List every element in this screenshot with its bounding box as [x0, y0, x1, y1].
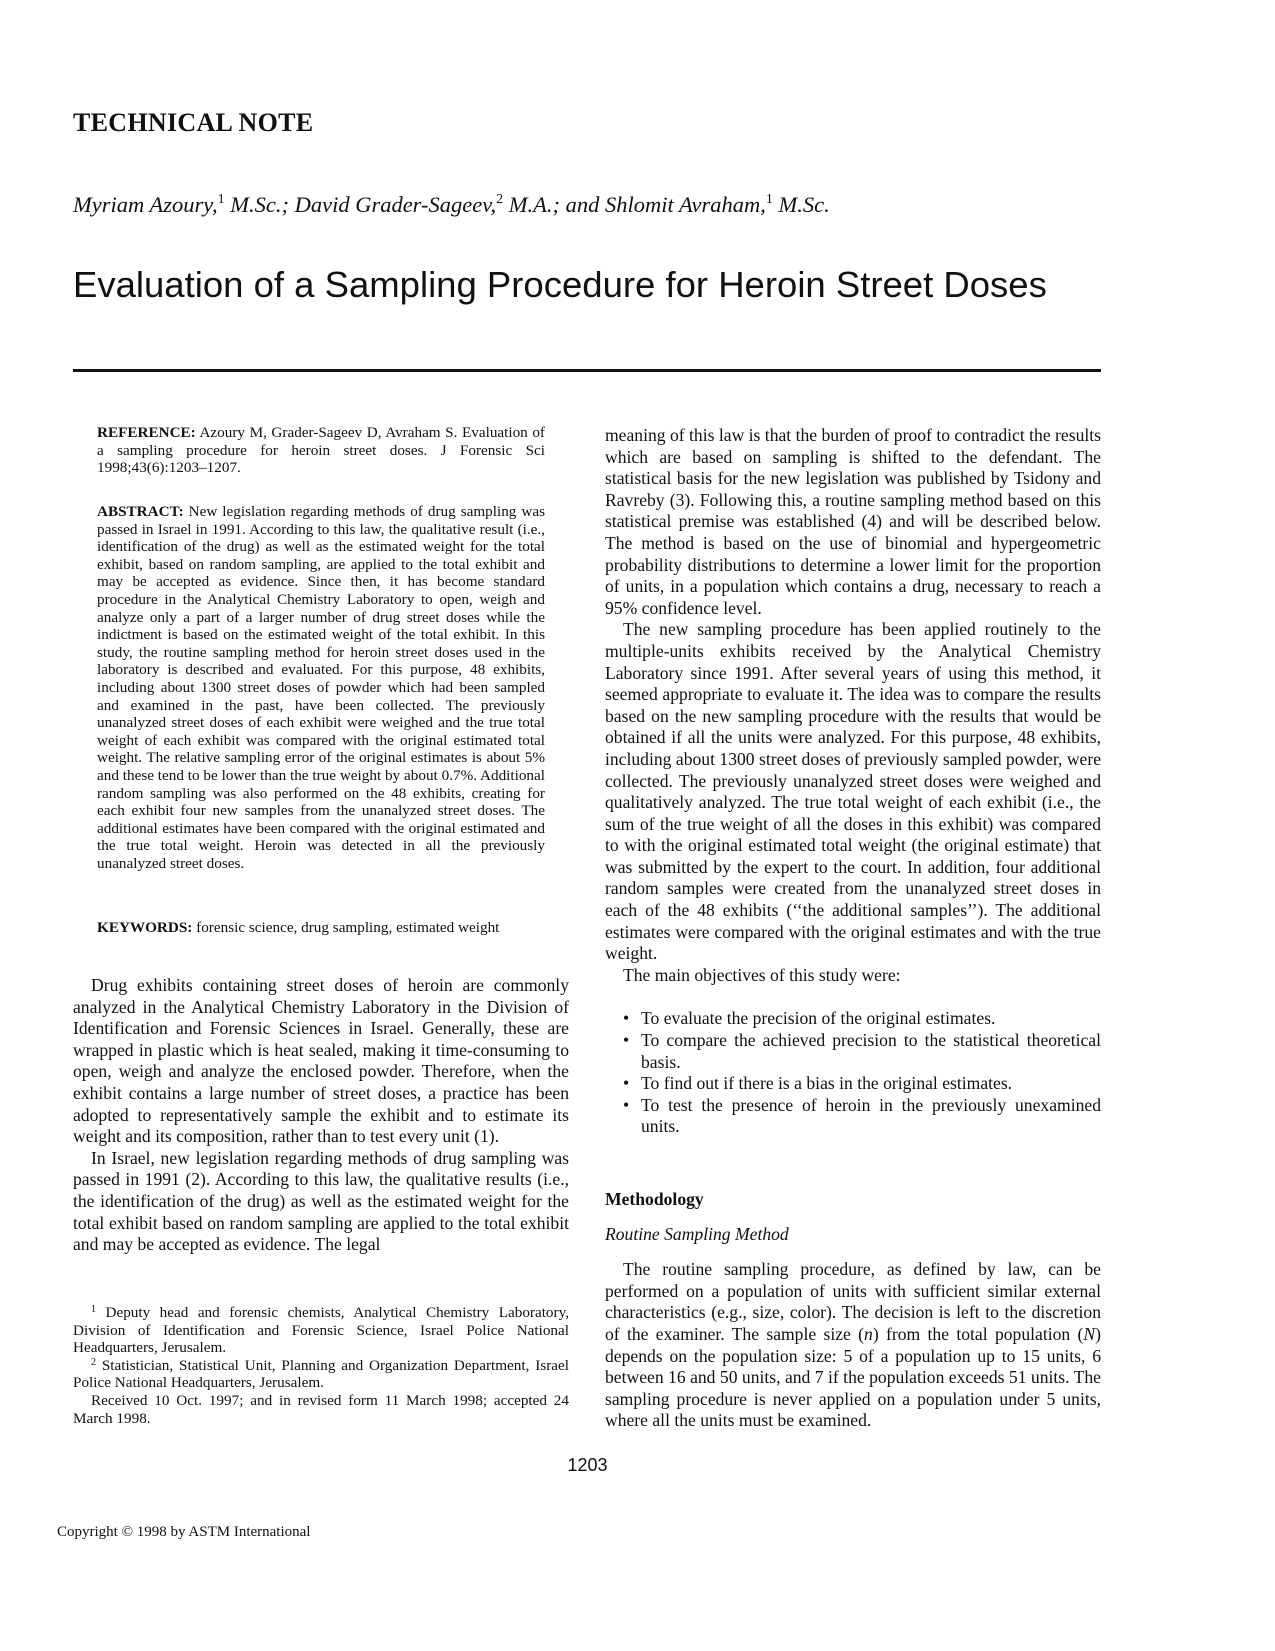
- author-name: Shlomit Avraham,: [605, 192, 766, 217]
- variable-N: N: [1083, 1323, 1096, 1344]
- objectives-list: [605, 1008, 1101, 1138]
- page-number: 1203: [567, 1455, 608, 1475]
- author-list: [73, 192, 830, 218]
- footnote: [73, 1304, 569, 1357]
- affiliation-marker: 1: [765, 192, 773, 207]
- paper-title: Evaluation of a Sampling Procedure for Heroin Street Doses: [73, 264, 1047, 305]
- text-run: ) depends on the population size: 5 of a population up to 15 units, 6 between 16 and 50 units, and 7 if the population exceeds 51 units. The sampling procedure is never applied on a population under 5 units, where all the units must be examined.: [605, 1323, 1101, 1431]
- list-item: • To evaluate the precision of the original estimates.: [641, 1008, 1101, 1030]
- right-column: [605, 425, 1101, 1432]
- body-paragraph: The main objectives of this study were:: [623, 964, 901, 985]
- title-divider: [73, 369, 1101, 372]
- list-item: • To find out if there is a bias in the original estimates.: [641, 1073, 1101, 1095]
- received-dates: Received 10 Oct. 1997; and in revised form 11 March 1998; accepted 24 March 1998.: [73, 1391, 569, 1427]
- section-heading: Methodology: [605, 1189, 704, 1209]
- keywords-label: KEYWORDS:: [97, 919, 193, 936]
- affiliation-marker: 1: [217, 192, 225, 207]
- variable-n: n: [864, 1323, 873, 1344]
- author-name: David Grader-Sageev,: [294, 192, 497, 217]
- list-item: • To compare the achieved precision to the statistical theoretical basis.: [641, 1030, 1101, 1073]
- body-paragraph: meaning of this law is that the burden of proof to contradict the results which are based on sampling is shifted to the defendant. The statistical basis for the new legislation was published by Tsidony and Ravreby (3). Following this, a routine sampling method based on this statistical premise was established (4) and will be described below. The method is based on the use of binomial and hypergeometric probability distributions to determine a lower limit for the proportion of units, in a population which contains a drug, necessary to reach a 95% confidence level.: [605, 425, 1101, 618]
- keywords-block: [97, 919, 545, 937]
- body-paragraph: Drug exhibits containing street doses of heroin are commonly analyzed in the Analytical Chemistry Laboratory in the Division of Identification and Forensic Sciences in Israel. Generally, these are wrapped in plastic which is heat sealed, making it time-consuming to open, weigh and analyze the enclosed powder. Therefore, when the exhibit contains a large number of street doses, a practice has been adopted to representatively sample the exhibit and to estimate its weight and its composition, rather than to test every unit (1).: [73, 975, 569, 1147]
- footnote: [73, 1357, 569, 1392]
- author-name: Myriam Azoury,: [73, 192, 218, 217]
- footnote-text: Deputy head and forensic chemists, Analytical Chemistry Laboratory, Division of Identification and Forensic Science, Israel Police National Headquarters, Jerusalem.: [73, 1304, 569, 1357]
- author-degree: M.Sc.;: [224, 192, 295, 217]
- body-paragraph: [605, 1259, 1101, 1432]
- footnote-text: Statistician, Statistical Unit, Planning and Organization Department, Israel Police National Headquarters, Jerusalem.: [73, 1356, 569, 1392]
- copyright-notice: Copyright © 1998 by ASTM International: [57, 1524, 311, 1540]
- reference-text: Azoury M, Grader-Sageev D, Avraham S. Evaluation of a sampling procedure for heroin street doses. J Forensic Sci 1998;43(6):1203–1207.: [97, 424, 545, 477]
- footnote-marker: 1: [91, 1304, 96, 1315]
- section-label: TECHNICAL NOTE: [73, 108, 314, 137]
- text-run: The routine sampling procedure, as defined by law, can be performed on a population of units with sufficient similar external characteristics (e.g., size, color). The decision is left to the discretion of the examiner. The sample size (: [605, 1259, 1101, 1344]
- abstract-text: New legislation regarding methods of drug sampling was passed in Israel in 1991. According to this law, the qualitative result (i.e., identification of the drug) as well as the estimated weight for the total exhibit, based on random sampling, are applied to the total exhibit and may be accepted as evidence. Since then, it has become standard procedure in the Analytical Chemistry Laboratory to open, weigh and analyze only a part of a larger number of drug street doses while the indictment is based on the estimated weight of the total exhibit. In this study, the routine sampling method for heroin street doses used in the laboratory is described and evaluated. For this purpose, 48 exhibits, including about 1300 street doses of powder which had been sampled and examined in the past, have been collected. The previously unanalyzed street doses of each exhibit were weighed and the true total weight of each exhibit was compared with the original estimated total weight. The relative sampling error of the original estimates is about 5% and these tend to be lower than the true weight by about 0.7%. Additional random sampling was also performed on the 48 exhibits, creating for each exhibit four new samples from the unanalyzed street doses. The additional estimates have been compared with the original estimated and the true total weight. Heroin was detected in all the previously unanalyzed street doses.: [97, 503, 545, 872]
- keywords-text: forensic science, drug sampling, estimated weight: [192, 919, 500, 936]
- reference-block: [97, 424, 545, 477]
- footnote-marker: 2: [91, 1356, 96, 1368]
- author-degree: M.A.; and: [503, 192, 606, 217]
- list-item: • To test the presence of heroin in the previously unexamined units.: [641, 1095, 1101, 1138]
- subsection-heading: Routine Sampling Method: [605, 1223, 789, 1244]
- body-paragraph: In Israel, new legislation regarding methods of drug sampling was passed in 1991 (2). According to this law, the qualitative results (i.e., the identification of the drug) as well as the estimated weight for the total exhibit based on random sampling are applied to the total exhibit and may be accepted as evidence. The legal: [73, 1147, 569, 1255]
- affiliation-marker: 2: [496, 192, 504, 207]
- abstract-block: [97, 503, 545, 872]
- body-paragraph: The new sampling procedure has been applied routinely to the multiple-units exhibits received by the Analytical Chemistry Laboratory since 1991. After several years of using this method, it seemed appropriate to evaluate it. The idea was to compare the results based on the new sampling procedure with the results that would be obtained if all the units were analyzed. For this purpose, 48 exhibits, including about 1300 street doses of previously sampled powder, were collected. The previously unanalyzed street doses were weighed and qualitatively analyzed. The true total weight of each exhibit (i.e., the sum of the true weight of all the doses in this exhibit) was compared to with the original estimated total weight (the original estimate) that was submitted by the expert to the court. In addition, four additional random samples were created from the unanalyzed street doses in each of the 48 exhibits (‘‘the additional samples’’). The additional estimates were compared with the original estimates and with the true weight.: [605, 619, 1101, 964]
- footnotes: [73, 1304, 569, 1427]
- left-column: [73, 975, 569, 1256]
- abstract-label: ABSTRACT:: [97, 503, 184, 520]
- reference-label: REFERENCE:: [97, 424, 196, 441]
- text-run: ) from the total population (: [872, 1323, 1084, 1344]
- author-degree: M.Sc.: [772, 192, 830, 217]
